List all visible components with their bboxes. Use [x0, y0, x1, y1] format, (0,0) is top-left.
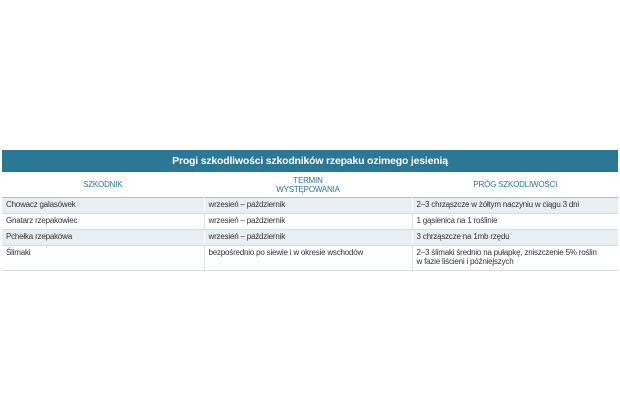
table-row [2, 230, 618, 246]
cell-threshold: 2–3 chrząszcze w żółtym naczyniu w ciągu 3 dni [412, 198, 618, 214]
cell-threshold: 1 gąsienica na 1 roślinie [412, 214, 618, 230]
cell-period: wrzesień – październik [204, 230, 412, 246]
table-row [2, 198, 618, 214]
cell-period: wrzesień – październik [204, 214, 412, 230]
cell-pest: Chowacz galasówek [2, 198, 204, 214]
cell-pest: Gnatarz rzepakowiec [2, 214, 204, 230]
cell-period: bezpośrednio po siewie i w okresie wschodów [204, 246, 412, 271]
header-row [2, 172, 618, 198]
cell-pest: Pchełka rzepakowa [2, 230, 204, 246]
table-row [2, 246, 618, 271]
header-threshold: PRÓG SZKODLIWOŚCI [412, 172, 618, 198]
data-table [2, 172, 618, 271]
pest-threshold-table [2, 150, 618, 271]
table-row [2, 214, 618, 230]
cell-threshold: 2–3 ślimaki średnio na pułapkę, zniszczenie 5% roślin w fazie liścieni i późniejszych [412, 246, 618, 271]
header-period: TERMIN WYSTĘPOWANIA [204, 172, 412, 198]
table-title: Progi szkodliwości szkodników rzepaku ozimego jesienią [2, 150, 618, 172]
header-pest: SZKODNIK [83, 180, 123, 189]
table-body [2, 198, 618, 271]
cell-period: wrzesień – październik [204, 198, 412, 214]
cell-threshold: 3 chrząszcze na 1mb rzędu [412, 230, 618, 246]
cell-pest: Ślimaki [2, 246, 204, 271]
table-header [2, 172, 618, 198]
